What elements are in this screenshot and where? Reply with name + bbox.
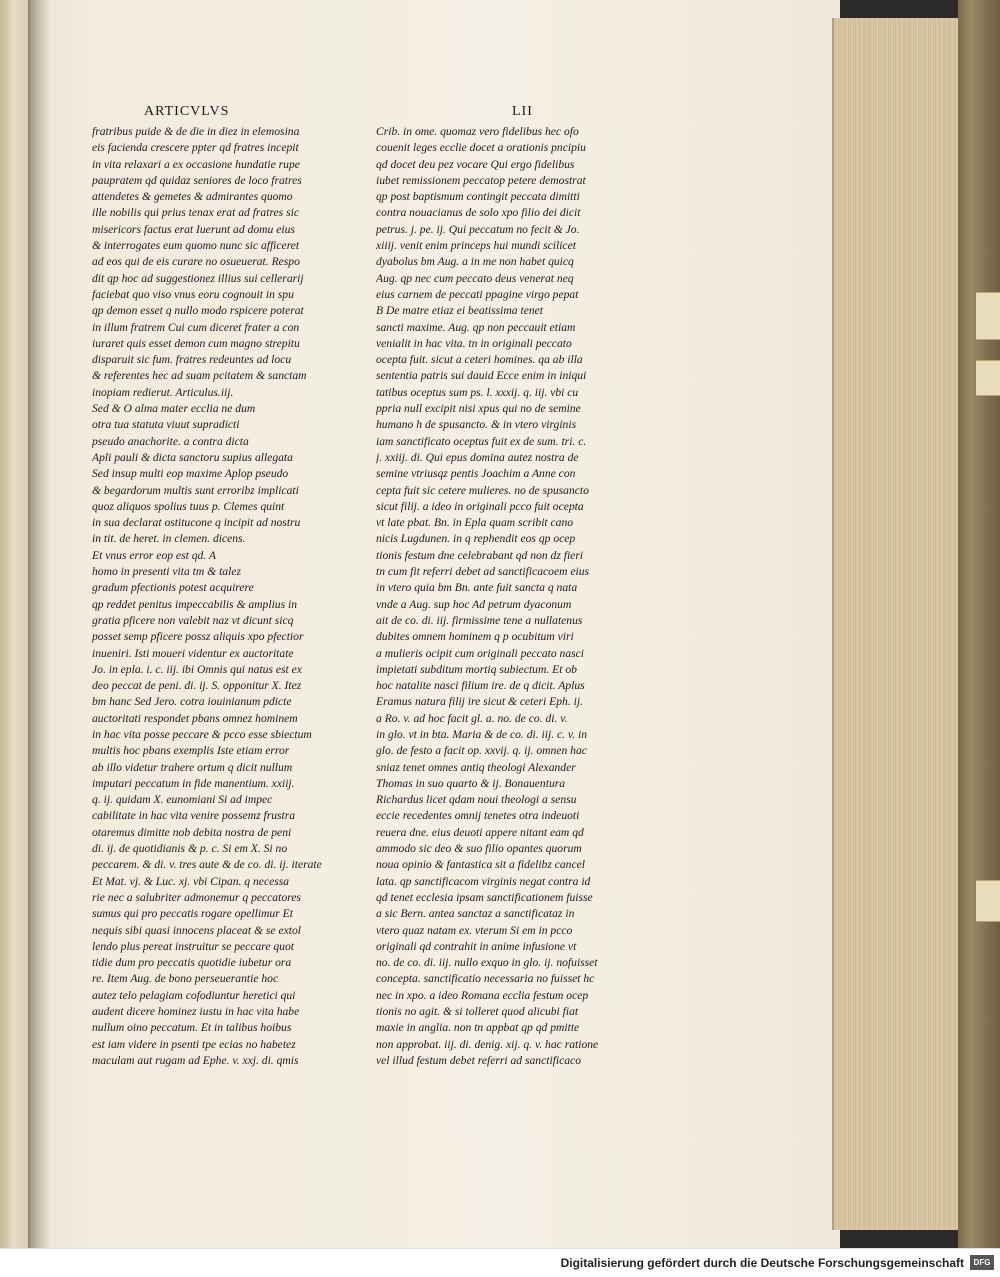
text-line: tionis no agit. & si tolleret quod alicubi fiat [376, 1005, 579, 1019]
text-line: peccarem. & di. v. tres aute & de co. di. ij. iterate [92, 858, 322, 872]
text-line: a Ro. v. ad hoc facit gl. a. no. de co. di. v. [376, 711, 568, 725]
text-line: non approbat. iij. di. denig. xij. q. v. hac ratione [376, 1037, 599, 1051]
text-line: sumus qui pro peccatis rogare opellimur Et [92, 907, 293, 921]
text-line: iuraret quis esset demon cum magno strepitu [92, 336, 300, 350]
text-line: vel illud festum debet referri ad sanctificaco [376, 1053, 581, 1067]
text-line: noua opinio & fantastica sit a fidelibz cancel [376, 858, 585, 872]
text-line: gratia pficere non valebit naz vt dicunt sicq [92, 613, 294, 627]
text-line: & begardorum multis sunt erroribz implicati [92, 483, 299, 497]
text-line: Thomas in suo quarto & ij. Bonauentura [376, 776, 566, 790]
footer-bar [0, 1248, 1000, 1277]
text-line: di. ij. de quotidianis & p. c. Si em X. Si no [92, 842, 288, 856]
text-line: in hac vita posse peccare & pcco esse sbiectum [92, 727, 312, 741]
text-line: dit qp hoc ad suggestionez illius sui cellerarij [92, 271, 304, 285]
text-line: deo peccat de peni. di. ij. S. opponitur X. Itez [92, 679, 302, 693]
text-line: in illum fratrem Cui cum diceret frater a con [92, 320, 300, 334]
text-line: sniaz tenet omnes antiq theologi Alexander [376, 760, 576, 774]
text-line: bm hanc Sed Jero. cotra iouinianum pdicte [92, 695, 292, 709]
text-line: ammodo sic deo & suo filio opantes quorum [376, 842, 582, 856]
text-line: dyabolus bm Aug. a in me non habet quicq [376, 255, 574, 269]
text-line: humano h de spusancto. & in vtero virginis [376, 418, 577, 432]
text-line: Aug. qp nec cum peccato deus venerat neq [376, 271, 574, 285]
text-line: multis hoc pbans exemplis Iste etiam error [92, 744, 290, 758]
text-line: & referentes hec ad suam pcitatem & sanctam [92, 369, 307, 383]
text-line: hoc natalite nasci filium ire. de q dicit. Aplus [376, 679, 585, 693]
text-line: eis facienda crescere ppter qd fratres incepit [92, 141, 299, 155]
text-line: cabilitate in hac vita venire possemz frustra [92, 809, 296, 823]
text-line: disparuit sic fum. fratres redeuntes ad locu [92, 353, 292, 367]
text-line: in vita relaxari a ex occasione hundatie rupe [92, 157, 300, 171]
text-line: ad eos qui de eis curare no osueuerat. Respo [92, 255, 300, 269]
text-line: semine vtriusqz pentis Joachim a Anne con [376, 467, 576, 481]
text-line: in vtero quia bm Bn. ante fuit sancta q nata [376, 581, 578, 595]
page-gutter [28, 0, 50, 1248]
bookmark-tab [976, 292, 1000, 340]
text-line: in tit. de heret. in clemen. dicens. [92, 532, 246, 546]
text-line: Jo. in epla. i. c. iij. ibi Omnis qui natus est ex [92, 662, 302, 676]
text-line: qp demon esset q nullo modo rspicere poterat [92, 304, 304, 318]
text-line: a sic Bern. antea sanctaz a sanctificataz in [376, 907, 575, 921]
text-column-right [376, 124, 638, 1069]
funding-credit: Digitalisierung gefördert durch die Deutsche Forschungsgemeinschaft [560, 1256, 964, 1270]
text-line: impietati subditum mortiq subiectum. Et ob [376, 662, 577, 676]
text-line: pseudo anachorite. a contra dicta [92, 434, 249, 448]
text-line: nicis Lugdunen. in q rephendit eos qp ocep [376, 532, 576, 546]
text-line: Et Mat. vj. & Luc. xj. vbi Cipan. q necessa [92, 874, 290, 888]
text-line: tatibus oceptus sum ps. l. xxxij. q. iij. vbi cu [376, 385, 579, 399]
text-line: Sed & O alma mater ecclia ne dum [92, 402, 256, 416]
text-line: Crib. in ome. quomaz vero fidelibus hec ofo [376, 125, 579, 138]
text-line: lata. qp sanctificacom virginis negat contra id [376, 874, 591, 888]
text-line: re. Item Aug. de bono perseuerantie hoc [92, 972, 279, 986]
text-line: nullum oino peccatum. Et in talibus hoibus [92, 1021, 292, 1035]
text-line: quoz aliquos spolius tuus p. Clemes quint [92, 499, 285, 513]
text-line: faciebat quo viso vnus eoru cognouit in spu [92, 287, 294, 301]
text-line: venialit in hac vita. tn in originali peccato [376, 336, 572, 350]
text-line: tionis festum dne celebrabant qd non dz fieri [376, 548, 584, 562]
text-line: misericors factus erat Iuerunt ad domu eius [92, 222, 295, 236]
text-line: nec in xpo. a ideo Romana ecclia festum ocep [376, 988, 589, 1002]
text-line: a mulieris ocipit cum originali peccato nasci [376, 646, 585, 660]
text-line: paupratem qd quidaz seniores de loco fratres [92, 173, 302, 187]
text-line: couenit leges ecclie docet a orationis pncipiu [376, 141, 586, 155]
text-line: no. de co. di. iij. nullo exquo in glo. ij. nofuisset [376, 956, 598, 970]
text-line: xiiij. venit enim princeps hui mundi scilicet [376, 239, 576, 253]
running-head-right: LII [512, 104, 533, 119]
text-line: ppria null excipit nisi xpus qui no de semine [376, 402, 581, 416]
text-line: maxie in anglia. non tn appbat qp qd pmitte [376, 1021, 580, 1035]
text-line: otaremus dimitte nob debita nostra de peni [92, 825, 292, 839]
text-line: sententia patris sui dauid Ecce enim in iniqui [376, 369, 587, 383]
text-line: Eramus natura filij ire sicut & ceteri Eph. ij. [376, 695, 583, 709]
text-line: iubet remissionem peccatop petere demostrat [376, 173, 586, 187]
text-line: fratribus puide & de die in diez in elemosina [92, 125, 300, 138]
text-line: nequis sibi quasi innocens placeat & se extol [92, 923, 301, 937]
text-line: maculam aut rugam ad Ephe. v. xxj. di. qmis [92, 1053, 299, 1067]
text-line: qp reddet penitus impeccabilis & amplius in [92, 597, 298, 611]
text-line: concepta. sanctificatio necessaria no fuisset hc [376, 972, 595, 986]
text-line: Et vnus error eop est qd. A [92, 548, 216, 562]
text-line: B De matre etiaz ei beatissima tenet [376, 304, 543, 318]
text-line: ille nobilis qui prius tenax erat ad fratres sic [92, 206, 299, 220]
text-line: homo in presenti vita tm & talez [92, 565, 241, 579]
text-line: Apli pauli & dicta sanctoru supius allegata [92, 450, 293, 464]
text-line: q. ij. quidam X. eunomiani Si ad impec [92, 793, 273, 807]
text-line: ab illo videtur trahere ortum q dicit nullum [92, 760, 293, 774]
text-line: reuera dne. eius deuoti appere nitant eam qd [376, 825, 584, 839]
text-line: est iam videre in psenti tpe ecias no habetez [92, 1037, 296, 1051]
text-line: cepta fuit sic cetere mulieres. no de spusancto [376, 483, 589, 497]
text-line: in glo. vt in bta. Maria & de co. di. iij. c. v. in [376, 727, 588, 741]
text-line: Sed insup multi eop maxime Aplop pseudo [92, 467, 289, 481]
bookmark-tab [976, 360, 1000, 396]
text-line: lendo plus pereat instruitur se peccare quot [92, 939, 295, 953]
text-line: auctoritati respondet pbans omnez hominem [92, 711, 298, 725]
text-line: contra nouacianus de solo xpo filio dei dicit [376, 206, 581, 220]
text-line: autez telo pelagiam cofodiuntur heretici qui [92, 988, 296, 1002]
text-line: qd docet deu pez vocare Qui ergo fidelibus [376, 157, 575, 171]
text-line: inueniri. Isti moueri videntur ex auctoritate [92, 646, 294, 660]
bookmark-tab [976, 880, 1000, 922]
text-line: vt late pbat. Bn. in Epla quam scribit cano [376, 516, 574, 530]
text-line: in sua declarat ostitucone q incipit ad nostru [92, 516, 301, 530]
text-line: audent dicere hominez iustu in hac vita habe [92, 1005, 300, 1019]
text-line: qd tenet ecclesia ipsam sanctificationem fuisse [376, 890, 593, 904]
text-line: tn cum fit referri debet ad sanctificacoem eius [376, 565, 590, 579]
text-line: iam sanctificato oceptus fuit ex de sum. tri. c. [376, 434, 587, 448]
text-line: sancti maxime. Aug. qp non peccauit etiam [376, 320, 576, 334]
text-line: glo. de festo a facit op. xxvij. q. ij. omnen hac [376, 744, 587, 758]
text-line: ocepta fuit. sicut a ceteri homines. qa ab illa [376, 353, 583, 367]
page-fore-edge [832, 18, 962, 1230]
text-line: inopiam redierut. Articulus.iij. [92, 385, 234, 399]
text-line: eius carnem de peccati ppagine virgo pepat [376, 287, 579, 301]
text-line: vnde a Aug. sup hoc Ad petrum dyaconum [376, 597, 572, 611]
book-cover-edge [958, 0, 1000, 1248]
text-line: petrus. j. pe. ij. Qui peccatum no fecit & Jo. [376, 222, 580, 236]
text-line: sicut filij. a ideo in originali pcco fuit ocepta [376, 499, 584, 513]
dfg-logo: DFG [970, 1255, 994, 1270]
text-line: qp post baptismum contingit peccata dimitti [376, 190, 580, 204]
text-column-left [92, 124, 354, 1069]
text-line: otra tua statuta viuut supradicti [92, 418, 240, 432]
text-line: posset semp pficere possz aliquis xpo pfectior [92, 630, 304, 644]
text-line: dubites omnem hominem q p ocubitum viri [376, 630, 574, 644]
text-line: vtero quaz natam ex. vterum Si em in pcco [376, 923, 573, 937]
text-line: imputari peccatum in fide manentium. xxiij. [92, 776, 295, 790]
running-head-left: ARTICVLVS [144, 104, 230, 119]
text-line: originali qd contrahit in anime infusione vt [376, 939, 577, 953]
text-line: Richardus licet qdam noui theologi a sensu [376, 793, 577, 807]
text-line: gradum pfectionis potest acquirere [92, 581, 254, 595]
text-line: j. xxiij. di. Qui epus domina autez nostra de [376, 450, 579, 464]
text-line: attendetes & gemetes & admirantes quomo [92, 190, 293, 204]
text-line: tidie dum pro peccatis quotidie iubetur ora [92, 956, 292, 970]
text-line: rie nec a salubriter admonemur q peccatores [92, 890, 301, 904]
text-line: ait de co. di. iij. firmissime tene a nullatenus [376, 613, 583, 627]
text-line: & interrogates eum quomo nunc sic afficeret [92, 239, 300, 253]
text-line: eccie recedentes omnij tenetes otra indeuoti [376, 809, 580, 823]
